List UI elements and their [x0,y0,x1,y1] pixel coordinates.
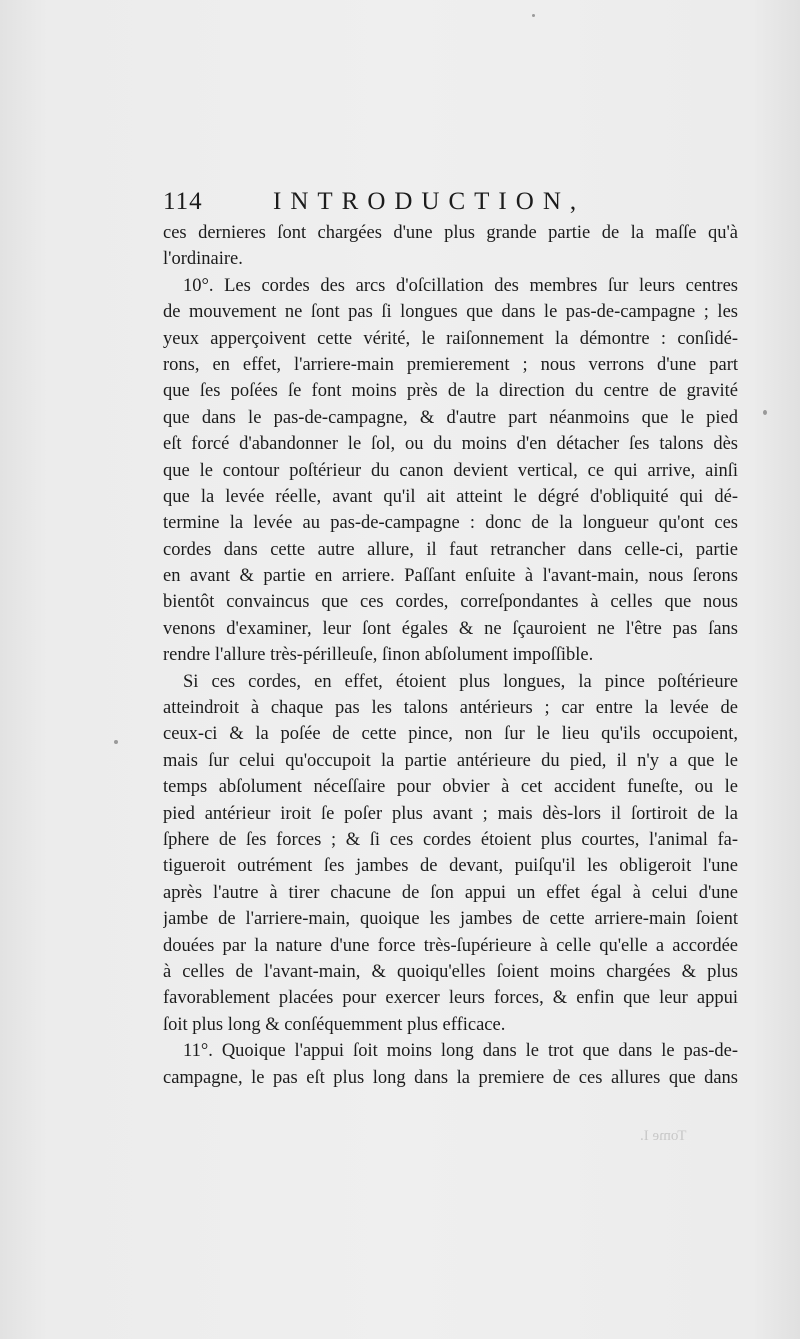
ink-speck [114,740,118,744]
text-line: bientôt convaincus que ces cordes, correſpondantes à celles que nous [163,592,738,613]
text-line: après l'autre à tirer chacune de ſon appui un effet égal à celui d'une [163,882,738,903]
text-line: de mouvement ne ſont pas ſi longues que dans le pas-de-campagne ; les [163,302,738,323]
text-line: eſt forcé d'abandonner le ſol, ou du moins d'en détacher ſes talons dès [163,434,738,455]
text-line: ceux-ci & la poſée de cette pince, non ſur le lieu qu'ils occupoient, [163,724,738,745]
text-line: tigueroit outrément ſes jambes de devant, puiſqu'il les obligeroit l'une [163,856,738,877]
text-line: 10°. Les cordes des arcs d'oſcillation des membres ſur leurs centres [183,275,738,296]
text-line: que le contour poſtérieur du canon devient vertical, ce qui arrive, ainſi [163,460,738,481]
text-line: à celles de l'avant-main, & quoiqu'elles ſoient moins chargées & plus [163,961,738,982]
text-line: jambe de l'arriere-main, quoique les jambes de cette arriere-main ſoient [163,909,738,930]
text-line: Si ces cordes, en effet, étoient plus longues, la pince poſtérieure [183,671,738,692]
text-line: temps abſolument néceſſaire pour obvier à cet accident funeſte, ou le [163,777,738,798]
ink-speck [532,14,535,17]
text-line: 11°. Quoique l'appui ſoit moins long dans le trot que dans le pas-de- [183,1041,738,1062]
text-line: ſphere de ſes forces ; & ſi ces cordes étoient plus courtes, l'animal fa- [163,829,738,850]
text-line: campagne, le pas eſt plus long dans la premiere de ces allures que dans [163,1067,738,1088]
page-header [163,188,643,224]
text-line: yeux apperçoivent cette vérité, le raiſonnement la démontre : conſidé- [163,328,738,349]
ink-speck [763,410,767,415]
text-line: mais ſur celui qu'occupoit la partie antérieure du pied, il n'y a que le [163,750,738,771]
text-line: douées par la nature d'une force très-ſupérieure à celle qu'elle a accordée [163,935,738,956]
text-line: cordes dans cette autre allure, il faut retrancher dans celle-ci, partie [163,539,738,560]
text-line: rons, en effet, l'arriere-main premierement ; nous verrons d'une part [163,354,738,375]
body-text [163,220,738,1091]
text-line: rendre l'allure très-périlleuſe, ſinon abſolument impoſſible. [163,645,594,666]
text-line: l'ordinaire. [163,249,243,270]
text-line: que la levée réelle, avant qu'il ait atteint le dégré d'obliquité qui dé- [163,486,738,507]
text-line: termine la levée au pas-de-campagne : donc de la longueur qu'ont ces [163,513,738,534]
text-line: pied antérieur iroit ſe poſer plus avant ; mais dès-lors il ſortiroit de la [163,803,738,824]
text-line: que dans le pas-de-campagne, & d'autre part néanmoins que le pied [163,407,738,428]
text-line: atteindroit à chaque pas les talons antérieurs ; car entre la levée de [163,698,738,719]
text-line: ces dernieres ſont chargées d'une plus grande partie de la maſſe qu'à [163,223,738,243]
running-title: INTRODUCTION, [273,188,586,215]
page-number: 114 [163,188,203,215]
text-line: ſoit plus long & conſéquemment plus efficace. [163,1014,506,1035]
text-line: favorablement placées pour exercer leurs forces, & enfin que leur appui [163,988,738,1009]
text-line: venons d'examiner, leur ſont égales & ne ſçauroient ne l'être pas ſans [163,618,738,639]
text-line: en avant & partie en arriere. Paſſant enſuite à l'avant-main, nous ſerons [163,566,738,587]
text-line: que ſes poſées ſe font moins près de la direction du centre de gravité [163,381,738,402]
bleed-through-text: Tome I. [640,1128,687,1144]
